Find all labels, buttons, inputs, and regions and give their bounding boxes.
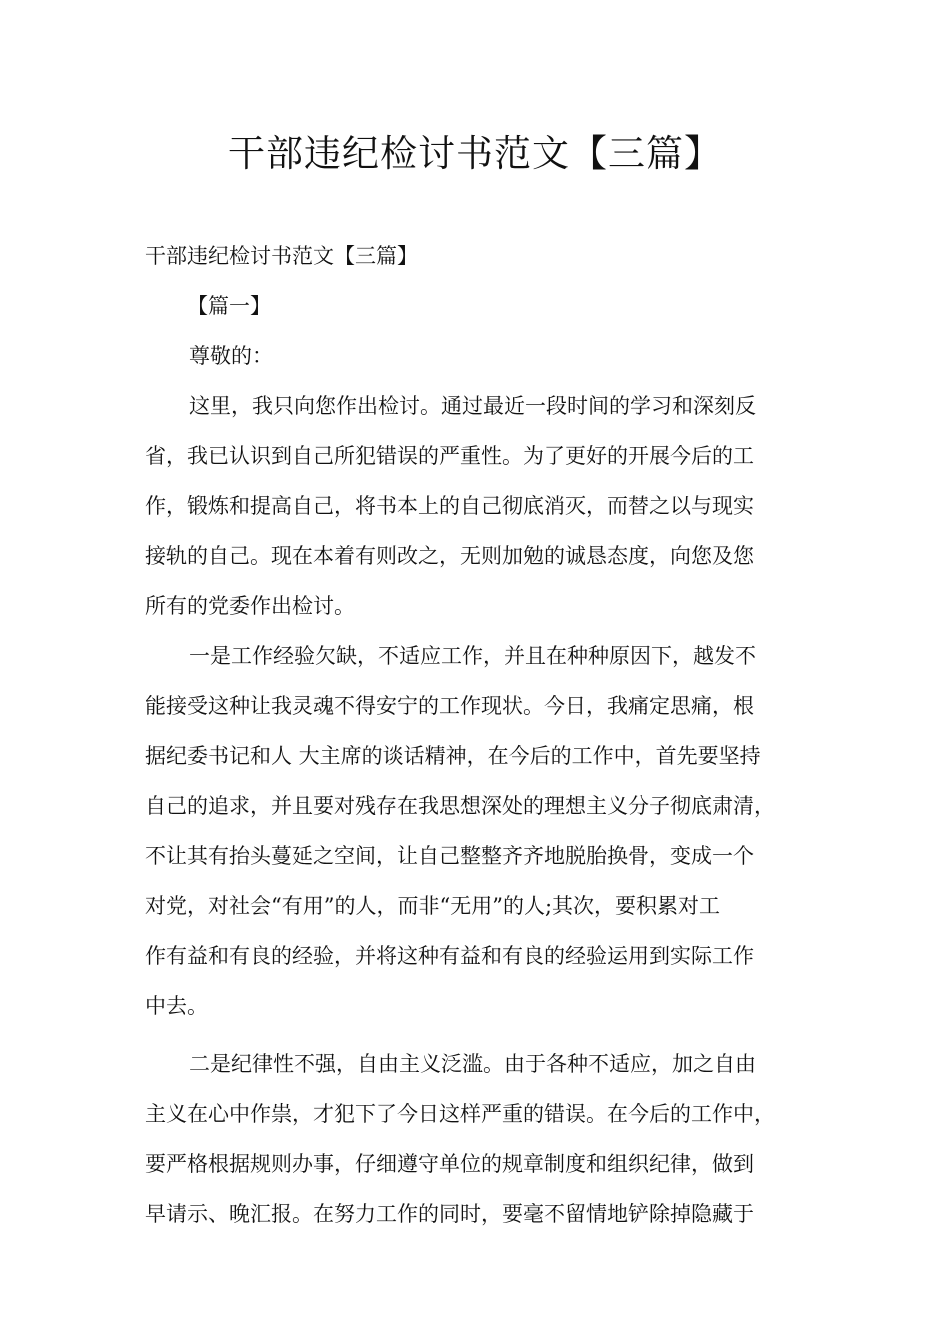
paragraph-line: 所有的党委作出检讨。 (145, 594, 355, 618)
paragraph-line: 要严格根据规则办事，仔细遵守单位的规章制度和组织纪律，做到 (145, 1152, 754, 1176)
paragraph-line: 早请示、晚汇报。在努力工作的同时，要毫不留情地铲除掉隐藏于 (145, 1202, 754, 1226)
paragraph-line: 据纪委书记和人 大主席的谈话精神，在今后的工作中，首先要坚持 (145, 744, 761, 768)
document-subtitle: 干部违纪检讨书范文【三篇】 (145, 244, 418, 268)
paragraph-line: 作有益和有良的经验，并将这种有益和有良的经验运用到实际工作 (145, 944, 754, 968)
document-body (145, 231, 835, 1239)
paragraph-line: 省，我已认识到自己所犯错误的严重性。为了更好的开展今后的工 (145, 444, 754, 468)
document-title: 干部违纪检讨书范文【三篇】 (228, 132, 722, 175)
paragraph-line: 一是工作经验欠缺，不适应工作，并且在种种原因下，越发不 (189, 644, 756, 668)
paragraph-line: 这里，我只向您作出检讨。通过最近一段时间的学习和深刻反 (189, 394, 756, 418)
paragraph-line: 对党，对社会“有用”的人，而非“无用”的人;其次，要积累对工 (145, 894, 721, 918)
paragraph-line: 能接受这种让我灵魂不得安宁的工作现状。今日，我痛定思痛，根 (145, 694, 754, 718)
paragraph-line: 主义在心中作祟，才犯下了今日这样严重的错误。在今后的工作中， (145, 1102, 775, 1126)
section-label: 【篇一】 (187, 294, 271, 318)
paragraph-3 (145, 1039, 835, 1239)
paragraph-line: 自己的追求，并且要对残存在我思想深处的理想主义分子彻底肃清， (145, 794, 775, 818)
paragraph-line: 二是纪律性不强，自由主义泛滥。由于各种不适应，加之自由 (189, 1052, 756, 1076)
paragraph-1 (145, 381, 835, 631)
salutation: 尊敬的： (189, 344, 273, 368)
paragraph-spacer (145, 1031, 835, 1039)
paragraph-line: 作，锻炼和提高自己，将书本上的自己彻底消灭，而替之以与现实 (145, 494, 754, 518)
paragraph-line: 不让其有抬头蔓延之空间，让自己整整齐齐地脱胎换骨，变成一个 (145, 844, 754, 868)
paragraph-line: 中去。 (145, 994, 208, 1018)
paragraph-line: 接轨的自己。现在本着有则改之，无则加勉的诚恳态度，向您及您 (145, 544, 754, 568)
paragraph-2 (145, 631, 835, 1031)
